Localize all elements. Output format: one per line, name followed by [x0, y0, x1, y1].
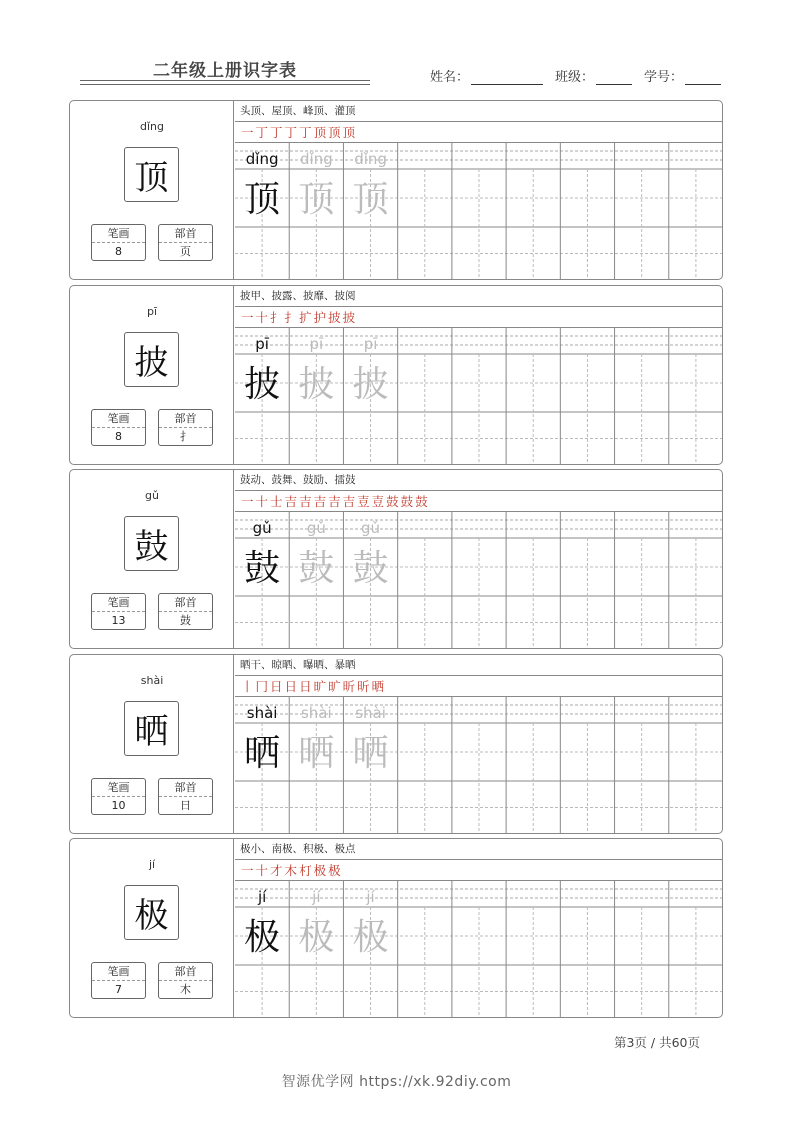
- trace-character: 极: [298, 917, 335, 958]
- example-words: 鼓动、鼓舞、鼓励、擂鼓: [235, 470, 723, 491]
- character-pinyin: shài: [140, 674, 164, 687]
- name-blank[interactable]: [471, 71, 543, 85]
- character-display: 披: [124, 332, 179, 387]
- stroke-count-value: 10: [111, 799, 126, 812]
- practice-grid: [235, 328, 723, 465]
- stroke-count-box: [91, 409, 146, 446]
- student-no-label: 学号：: [644, 70, 684, 85]
- stroke-count-value: 8: [115, 245, 122, 258]
- stroke-order: [235, 122, 723, 143]
- stroke-step: 昕: [342, 679, 356, 694]
- sample-pinyin: dǐng: [245, 150, 279, 168]
- title-underline-double: [80, 84, 370, 85]
- page-number: 第3页 / 共60页: [613, 1035, 700, 1050]
- trace-pinyin: dǐng: [299, 150, 333, 168]
- trace-pinyin: shài: [300, 704, 332, 722]
- radical-value: 日: [180, 799, 191, 812]
- stroke-step: 吉: [313, 494, 327, 509]
- sample-character: 顶: [244, 179, 281, 220]
- stroke-step: 昕: [357, 679, 370, 694]
- stroke-step: 扌: [284, 310, 298, 325]
- radical-value: 鼓: [180, 614, 191, 627]
- character-card-3: [69, 469, 723, 649]
- character-info-panel: [70, 839, 234, 1017]
- stroke-step: 丁: [284, 125, 298, 140]
- page-title: 二年级上册识字表: [153, 61, 297, 81]
- trace-character: 晒: [352, 733, 389, 774]
- radical-box: [158, 593, 213, 630]
- stroke-step: 才: [270, 863, 283, 878]
- trace-character: 披: [352, 364, 389, 405]
- stroke-step: 顶: [342, 125, 356, 140]
- trace-pinyin: gǔ: [306, 519, 326, 537]
- stroke-step: 吉: [328, 494, 341, 509]
- radical-box: [158, 409, 213, 446]
- example-words: 头顶、屋顶、峰顶、灌顶: [235, 101, 723, 122]
- stroke-step: 极: [328, 863, 341, 878]
- radical-label: 部首: [159, 410, 212, 428]
- trace-character: 极: [352, 917, 389, 958]
- radical-box: [158, 224, 213, 261]
- character-display: 晒: [124, 701, 179, 756]
- practice-panel: [235, 101, 723, 279]
- trace-pinyin: pī: [309, 335, 324, 353]
- stroke-step: 旷: [313, 679, 327, 694]
- class-blank[interactable]: [596, 71, 632, 85]
- sample-character: 极: [244, 917, 281, 958]
- character-display: 鼓: [124, 516, 179, 571]
- radical-value: 木: [180, 983, 191, 996]
- character-info-panel: [70, 470, 234, 648]
- sample-pinyin: shài: [246, 704, 278, 722]
- stroke-step: 丁: [299, 125, 312, 140]
- character-pinyin: dǐng: [140, 120, 164, 133]
- stroke-step: 日: [284, 679, 298, 694]
- trace-pinyin: dǐng: [354, 150, 387, 168]
- sample-pinyin: gǔ: [252, 519, 272, 537]
- stroke-count-box: [91, 778, 146, 815]
- stroke-count-box: [91, 962, 146, 999]
- example-words: 极小、南极、积极、极点: [235, 839, 723, 860]
- stroke-step: 晒: [371, 679, 385, 694]
- sample-character: 鼓: [244, 548, 281, 589]
- stroke-count-label: 笔画: [92, 594, 145, 612]
- stroke-order: [235, 860, 723, 881]
- trace-pinyin: gǔ: [361, 519, 381, 537]
- character-pinyin: gǔ: [145, 489, 159, 502]
- example-words: 披甲、披露、披靡、披阅: [235, 286, 723, 307]
- character-pinyin: pī: [146, 305, 158, 318]
- trace-character: 顶: [298, 179, 335, 220]
- practice-grid: [235, 143, 723, 280]
- character-card-5: [69, 838, 723, 1018]
- character-info-panel: [70, 101, 234, 279]
- sample-pinyin: pī: [255, 335, 269, 353]
- stroke-order: [235, 491, 723, 512]
- stroke-step: 十: [255, 494, 269, 509]
- trace-pinyin: shài: [355, 704, 386, 722]
- title-underline: [80, 80, 370, 81]
- stroke-order: [235, 307, 723, 328]
- practice-grid: [235, 881, 723, 1018]
- stroke-step: 顶: [313, 125, 327, 140]
- trace-pinyin: jí: [366, 888, 375, 906]
- stroke-step: 一: [241, 863, 254, 878]
- stroke-step: 丁: [255, 125, 269, 140]
- stroke-step: 鼓: [415, 494, 428, 509]
- stroke-step: 鼓: [386, 494, 399, 509]
- stroke-step: 鼓: [400, 494, 414, 509]
- practice-grid: [235, 512, 723, 649]
- practice-panel: [235, 839, 723, 1017]
- stroke-step: 一: [241, 310, 254, 325]
- stroke-step: 披: [342, 310, 356, 325]
- stroke-count-label: 笔画: [92, 779, 145, 797]
- footer-site: 智源优学网 https://xk.92diy.com: [281, 1074, 512, 1090]
- stroke-count-value: 8: [115, 430, 122, 443]
- trace-character: 晒: [298, 733, 335, 774]
- trace-pinyin: jí: [312, 888, 321, 906]
- stroke-count-label: 笔画: [92, 225, 145, 243]
- trace-character: 鼓: [352, 548, 389, 589]
- stroke-step: 十: [255, 310, 269, 325]
- trace-character: 披: [298, 364, 335, 405]
- radical-value: 页: [180, 245, 191, 258]
- stroke-step: 十: [255, 863, 269, 878]
- stroke-step: 丁: [270, 125, 283, 140]
- trace-character: 鼓: [298, 548, 335, 589]
- stroke-step: 吉: [284, 494, 298, 509]
- character-card-1: [69, 100, 723, 280]
- stroke-step: 一: [241, 494, 254, 509]
- name-label: 姓名：: [430, 70, 470, 85]
- stroke-step: 护: [313, 310, 327, 325]
- character-card-2: [69, 285, 723, 465]
- stroke-count-label: 笔画: [92, 963, 145, 981]
- stroke-step: 旷: [328, 679, 341, 694]
- character-pinyin: jí: [148, 858, 156, 871]
- stroke-step: 朾: [299, 863, 312, 878]
- stroke-step: 披: [328, 310, 341, 325]
- stroke-step: 扩: [299, 310, 312, 325]
- stroke-step: 一: [241, 125, 254, 140]
- stroke-step: 日: [299, 679, 312, 694]
- student-no-field[interactable]: [644, 66, 721, 85]
- character-info-panel: [70, 286, 234, 464]
- stroke-step: 壴: [357, 494, 370, 509]
- radical-value: 扌: [180, 430, 191, 443]
- trace-character: 顶: [352, 179, 389, 220]
- radical-label: 部首: [159, 594, 212, 612]
- radical-label: 部首: [159, 779, 212, 797]
- stroke-count-label: 笔画: [92, 410, 145, 428]
- example-words: 晒干、晾晒、曝晒、暴晒: [235, 655, 723, 676]
- practice-panel: [235, 470, 723, 648]
- stroke-step: 扌: [270, 310, 283, 325]
- character-card-4: [69, 654, 723, 834]
- stroke-step: 冂: [255, 679, 269, 694]
- class-field[interactable]: [555, 66, 632, 85]
- practice-panel: [235, 286, 723, 464]
- character-info-panel: [70, 655, 234, 833]
- stroke-step: 极: [313, 863, 327, 878]
- stroke-step: 吉: [299, 494, 312, 509]
- sample-character: 披: [244, 364, 281, 405]
- radical-box: [158, 778, 213, 815]
- student-info: [430, 66, 733, 85]
- stroke-count-box: [91, 593, 146, 630]
- radical-box: [158, 962, 213, 999]
- stroke-step: 丨: [241, 679, 254, 694]
- stroke-step: 壴: [371, 494, 385, 509]
- student-no-blank[interactable]: [685, 71, 721, 85]
- stroke-step: 木: [284, 863, 298, 878]
- stroke-count-value: 13: [111, 614, 126, 627]
- name-field[interactable]: [430, 66, 543, 85]
- sample-character: 晒: [244, 733, 281, 774]
- sample-pinyin: jí: [257, 888, 267, 906]
- practice-grid: [235, 697, 723, 834]
- practice-panel: [235, 655, 723, 833]
- stroke-count-value: 7: [115, 983, 122, 996]
- stroke-step: 顶: [328, 125, 341, 140]
- radical-label: 部首: [159, 225, 212, 243]
- character-display: 顶: [124, 147, 179, 202]
- stroke-step: 吉: [342, 494, 356, 509]
- radical-label: 部首: [159, 963, 212, 981]
- class-label: 班级：: [555, 70, 595, 85]
- character-display: 极: [124, 885, 179, 940]
- stroke-step: 士: [270, 494, 283, 509]
- trace-pinyin: pī: [363, 335, 378, 353]
- stroke-step: 日: [270, 679, 283, 694]
- stroke-order: [235, 676, 723, 697]
- stroke-count-box: [91, 224, 146, 261]
